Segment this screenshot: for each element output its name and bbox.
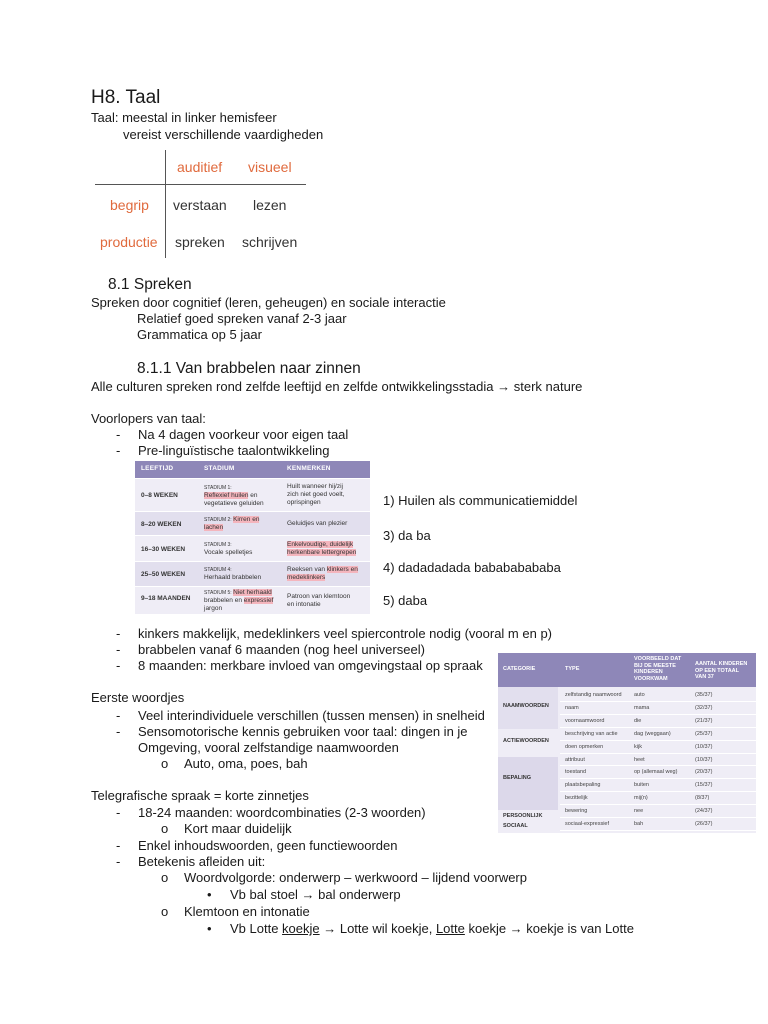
- section-8-1-line-1: Spreken door cognitief (leren, geheugen) en sociale interactie: [91, 295, 446, 310]
- row-example: nee: [634, 808, 644, 815]
- stadium-text: Herhaald brabbelen: [204, 574, 262, 581]
- stadia-stadium: [204, 541, 252, 557]
- matrix-col-visueel: visueel: [248, 159, 292, 175]
- row-example: dag (weggaan): [634, 730, 671, 737]
- table-row-divider: [560, 727, 756, 728]
- example-text: → Lotte wil koekje,: [319, 921, 436, 936]
- bullet-dot: •: [207, 921, 212, 936]
- table-row-divider: [560, 740, 756, 741]
- stadium-label: STADIUM 2:: [204, 517, 234, 523]
- highlight: Niet herhaald: [233, 589, 272, 596]
- matrix-cell-verstaan: verstaan: [173, 197, 227, 213]
- kenmerk-text: zich niet goed voelt,: [287, 491, 345, 498]
- matrix-cell-spreken: spreken: [175, 234, 225, 250]
- after-table-bullet-2: brabbelen vanaf 6 maanden (nog heel universeel): [138, 642, 425, 657]
- row-type: zelfstandig naamwoord: [565, 692, 622, 698]
- stadia-kenmerken: Geluidjes van plezier: [287, 520, 348, 527]
- voorlopers-bullet-1: Na 4 dagen voorkeur voor eigen taal: [138, 427, 349, 442]
- row-count: (25/37): [695, 730, 713, 737]
- row-example: auto: [634, 692, 645, 698]
- row-example: op (allemaal weg): [634, 769, 678, 776]
- stadia-row: [135, 478, 370, 512]
- bullet-dash: -: [116, 626, 121, 641]
- stadia-table-header: [135, 461, 370, 478]
- bullet-dash: -: [116, 443, 121, 458]
- bullet-circle: o: [161, 756, 169, 771]
- row-count: (10/37): [695, 743, 713, 750]
- row-type: sociaal-expressief: [565, 821, 610, 827]
- table-row-divider: [560, 791, 756, 792]
- category-actiewoorden: ACTIEWOORDEN: [503, 738, 549, 744]
- stadia-age: 16–30 WEKEN: [141, 546, 186, 553]
- kenmerk-text: en intonatie: [287, 601, 321, 608]
- stadia-row: [135, 561, 370, 587]
- table-row-divider: [560, 753, 756, 754]
- bullet-dash: -: [116, 724, 121, 739]
- header-text: KINDEREN: [634, 669, 663, 675]
- stadia-table: [135, 461, 370, 614]
- matrix-row-productie: productie: [100, 234, 158, 250]
- row-type: bezittelijk: [565, 795, 588, 802]
- bullet-circle: o: [161, 821, 169, 836]
- header-text: VAN 37: [695, 674, 714, 680]
- woorden-header-voorbeeld: [634, 656, 681, 682]
- note-3: 3) da ba: [383, 528, 431, 543]
- stadium-text: brabbelen en: [204, 597, 244, 604]
- category-sociaal: SOCIAAL: [503, 823, 528, 829]
- stadium-text: vegetatieve geluiden: [204, 500, 264, 507]
- stadia-header-leeftijd: LEEFTIJD: [141, 465, 174, 472]
- category-bepaling: BEPALING: [503, 775, 532, 781]
- stadium-text: jargon: [204, 605, 223, 612]
- bullet-circle: o: [161, 870, 169, 885]
- header-text: VOORKWAM: [634, 675, 668, 682]
- note-4: 4) dadadadada babababababa: [383, 560, 561, 575]
- row-count: (21/37): [695, 717, 713, 724]
- telegrafisch-title: Telegrafische spraak = korte zinnetjes: [91, 788, 309, 803]
- intro-line-2: vereist verschillende vaardigheden: [123, 127, 324, 142]
- row-count: (26/37): [695, 821, 713, 827]
- eerste-woordjes-bullet-1: Veel interindividuele verschillen (tussen mensen) in snelheid: [138, 708, 485, 723]
- stadia-age: 25–50 WEKEN: [141, 571, 186, 578]
- eerste-woordjes-bullet-2b: Omgeving, vooral zelfstandige naamwoorden: [138, 740, 399, 755]
- woorden-table-header: [498, 653, 756, 687]
- bullet-dash: -: [116, 642, 121, 657]
- highlight: Reflexief huilen: [204, 492, 249, 499]
- highlight: medeklinkers: [287, 574, 326, 581]
- table-row-divider: [560, 830, 756, 831]
- woorden-header-categorie: CATEGORIE: [503, 666, 536, 672]
- row-count: (10/37): [695, 756, 713, 763]
- bullet-dash: -: [116, 805, 121, 820]
- row-count: (20/37): [695, 769, 713, 776]
- stadia-stadium: [204, 484, 264, 508]
- row-count: (24/37): [695, 808, 713, 815]
- row-type: toestand: [565, 769, 587, 776]
- woorden-header-aantal: [695, 661, 747, 681]
- row-type: plaatsbepaling: [565, 782, 601, 789]
- stadia-age: 9–18 MAANDEN: [141, 595, 191, 602]
- table-row-divider: [560, 778, 756, 779]
- telegrafisch-sub-3a: [230, 921, 634, 937]
- stadia-header-stadium: STADIUM: [204, 465, 235, 472]
- bullet-dot: •: [207, 887, 212, 902]
- telegrafisch-bullet-3: Betekenis afleiden uit:: [138, 854, 266, 869]
- section-8-1-title: 8.1 Spreken: [108, 276, 192, 293]
- stadium-label: STADIUM 4:: [204, 567, 232, 573]
- header-text: VOORBEELD DAT: [634, 656, 682, 662]
- eerste-woordjes-title: Eerste woordjes: [91, 690, 185, 705]
- matrix-h-line: [95, 184, 306, 185]
- highlight: lachen: [204, 524, 224, 531]
- telegrafisch-sub-2a: Vb bal stoel → bal onderwerp: [230, 887, 401, 902]
- underlined-word: Lotte: [435, 921, 465, 936]
- note-5: 5) daba: [383, 593, 428, 608]
- row-type: doen opmerken: [565, 743, 604, 750]
- stadium-text: en: [248, 492, 258, 499]
- category-persoonlijk: PERSOONLIJK: [503, 813, 543, 819]
- stadia-kenmerken: [287, 566, 358, 582]
- matrix-row-begrip: begrip: [110, 197, 149, 213]
- stadia-stadium: [204, 566, 261, 582]
- stadia-kenmerken: [287, 593, 350, 609]
- woorden-header-type: TYPE: [565, 666, 580, 672]
- section-8-1-line-2: Relatief goed spreken vanaf 2-3 jaar: [137, 311, 347, 326]
- stadia-age: 0–8 WEKEN: [141, 492, 178, 499]
- stadia-stadium: [204, 516, 259, 532]
- example-text: Vb Lotte: [230, 921, 283, 936]
- row-example: mij(n): [634, 795, 648, 802]
- row-count: (32/37): [695, 704, 713, 711]
- telegrafisch-bullet-1: 18-24 maanden: woordcombinaties (2-3 woorden): [138, 805, 426, 820]
- bullet-dash: -: [116, 427, 121, 442]
- matrix-col-auditief: auditief: [177, 159, 223, 175]
- bullet-circle: o: [161, 904, 169, 919]
- woorden-table: [498, 653, 756, 833]
- example-text: koekje → koekje is van Lotte: [464, 921, 634, 936]
- stadium-text: Vocale spelletjes: [204, 549, 253, 556]
- telegrafisch-sub-2: Woordvolgorde: onderwerp – werkwoord – lijdend voorwerp: [184, 870, 527, 885]
- row-count: (8/37): [695, 795, 710, 802]
- kenmerk-text: Reeksen van: [287, 566, 327, 573]
- row-type: naam: [565, 704, 579, 711]
- matrix-v-line: [165, 150, 166, 258]
- eerste-woordjes-bullet-2a: Sensomotorische kennis gebruiken voor taal: dingen in je: [138, 724, 468, 739]
- section-8-1-1-title: 8.1.1 Van brabbelen naar zinnen: [137, 360, 361, 377]
- stadia-row: [135, 511, 370, 536]
- voorlopers-bullet-2: Pre-linguïstische taalontwikkeling: [138, 443, 330, 458]
- matrix-cell-lezen: lezen: [253, 197, 287, 213]
- intro-line-1: Taal: meestal in linker hemisfeer: [91, 110, 277, 125]
- stadia-kenmerken: [287, 483, 344, 507]
- stadium-label: STADIUM 1:: [204, 485, 232, 491]
- table-row-divider: [560, 714, 756, 715]
- telegrafisch-bullet-2: Enkel inhoudswoorden, geen functiewoorden: [138, 838, 398, 853]
- stadia-age: 8–20 WEKEN: [141, 521, 182, 528]
- highlight: Enkelvoudige, duidelijk: [287, 541, 354, 548]
- stadia-stadium: [204, 589, 273, 613]
- voorlopers-title: Voorlopers van taal:: [91, 411, 206, 426]
- category-band: [498, 757, 558, 810]
- page-title: H8. Taal: [91, 87, 161, 108]
- table-row-divider: [560, 765, 756, 766]
- row-type: voornaamwoord: [565, 717, 605, 724]
- bullet-dash: -: [116, 838, 121, 853]
- table-row-divider: [560, 817, 756, 818]
- stadia-row: [135, 586, 370, 615]
- stadia-header-kenmerken: KENMERKEN: [287, 465, 331, 472]
- row-example: kijk: [634, 743, 642, 750]
- stadia-kenmerken: [287, 541, 356, 557]
- telegrafisch-sub-1: Kort maar duidelijk: [184, 821, 292, 836]
- telegrafisch-sub-3: Klemtoon en intonatie: [184, 904, 310, 919]
- note-1: 1) Huilen als communicatiemiddel: [383, 493, 578, 508]
- row-count: (15/37): [695, 782, 713, 789]
- after-table-bullet-1: kinkers makkelijk, medeklinkers veel spiercontrole nodig (vooral m en p): [138, 626, 553, 641]
- category-naamwoorden: NAAMWOORDEN: [503, 703, 549, 709]
- table-row-divider: [560, 804, 756, 805]
- table-row-divider: [560, 701, 756, 702]
- highlight: klinkers en: [326, 566, 358, 573]
- after-table-bullet-3: 8 maanden: merkbare invloed van omgevingstaal op spraak: [138, 658, 483, 673]
- kenmerk-text: Patroon van klemtoon: [287, 593, 351, 600]
- row-type: bewering: [565, 808, 588, 815]
- row-example: buiten: [634, 782, 649, 789]
- highlight: Kirren en: [233, 516, 260, 523]
- section-8-1-1-line-1: Alle culturen spreken rond zelfde leeftijd en zelfde ontwikkelingsstadia → sterk nature: [91, 379, 583, 394]
- bullet-dash: -: [116, 708, 121, 723]
- highlight: herkenbare lettergrepen: [287, 549, 357, 556]
- kenmerk-text: oprispingen: [287, 499, 321, 506]
- row-example: mama: [634, 704, 650, 711]
- underlined-word: koekje: [282, 921, 320, 936]
- row-type: attribuut: [565, 756, 585, 763]
- section-8-1-line-3: Grammatica op 5 jaar: [137, 327, 262, 342]
- row-example: heet: [634, 756, 645, 763]
- row-example: die: [634, 717, 642, 724]
- matrix-cell-schrijven: schrijven: [242, 234, 298, 250]
- stadium-label: STADIUM 3:: [204, 542, 232, 548]
- stadia-row: [135, 535, 370, 562]
- bullet-dash: -: [116, 658, 121, 673]
- row-type: beschrijving van actie: [565, 730, 618, 737]
- eerste-woordjes-sub-1: Auto, oma, poes, bah: [184, 756, 308, 771]
- kenmerk-text: Huilt wanneer hij/zij: [287, 483, 343, 490]
- row-example: bah: [634, 821, 644, 827]
- row-count: (35/37): [695, 692, 713, 698]
- header-text: AANTAL KINDEREN: [695, 661, 748, 667]
- header-text: BIJ DE MEESTE: [634, 662, 676, 669]
- header-text: OP EEN TOTAAL: [695, 667, 740, 674]
- stadium-label: STADIUM 5:: [204, 590, 234, 596]
- bullet-dash: -: [116, 854, 121, 869]
- highlight: expressief: [243, 597, 274, 604]
